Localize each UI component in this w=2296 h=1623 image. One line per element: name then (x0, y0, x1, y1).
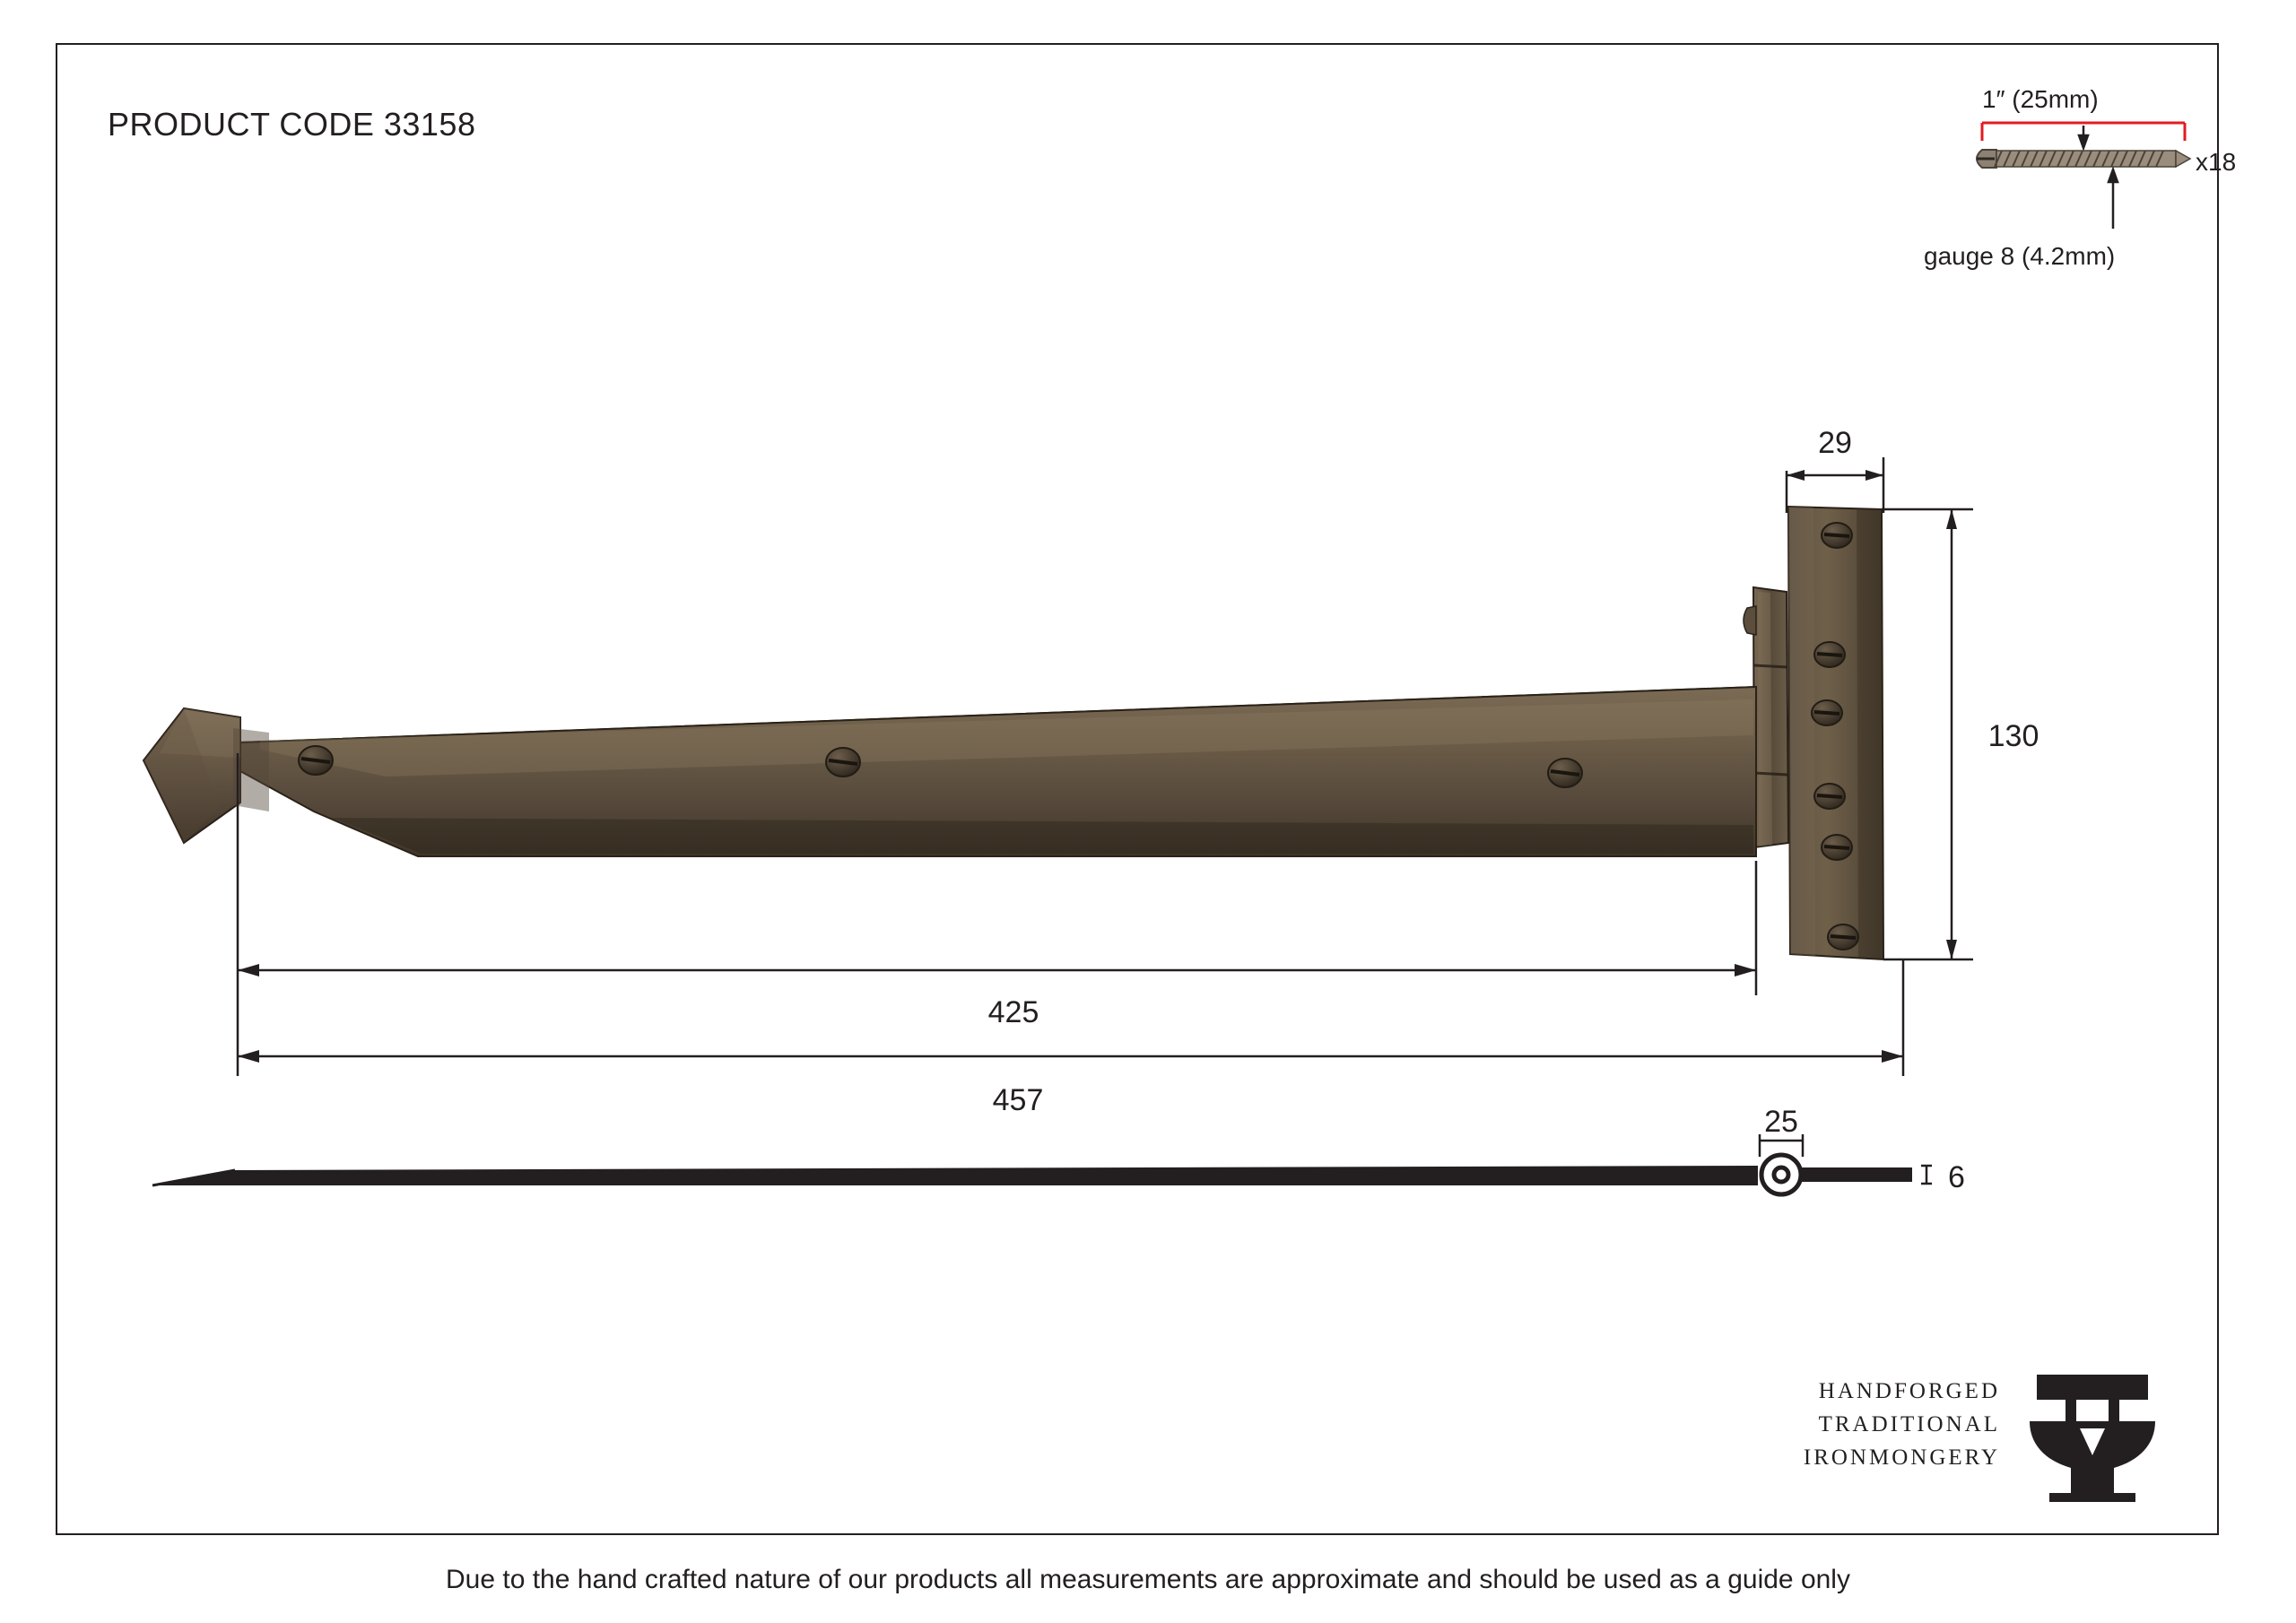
disclaimer-text: Due to the hand crafted nature of our products all measurements are approximate and should be used as a guide only (446, 1565, 1850, 1594)
dimension-overall-length (238, 959, 1903, 1076)
dimension-plate-width-label: 29 (1818, 426, 1852, 460)
dimension-thickness-label: 6 (1948, 1160, 1965, 1194)
brand-line-1: HANDFORGED (1818, 1379, 2000, 1403)
dimension-plate-width (1787, 457, 1883, 513)
dimension-plate-height (1882, 509, 1973, 959)
dimension-strap-length-label: 425 (987, 995, 1039, 1029)
dimension-knuckle-label: 25 (1764, 1105, 1798, 1139)
brand-logo (1780, 1367, 2166, 1511)
dimension-plate-height-label: 130 (1987, 719, 2039, 753)
brand-line-3: IRONMONGERY (1803, 1445, 2000, 1470)
brand-logo-text (1780, 1375, 2000, 1474)
product-code-label: PRODUCT CODE 33158 (108, 106, 476, 143)
hinge-artwork (144, 507, 1883, 959)
brand-line-2: TRADITIONAL (1818, 1412, 2000, 1436)
anvil-logo-icon (2021, 1367, 2164, 1502)
screw-gauge-label: gauge 8 (4.2mm) (1924, 242, 2116, 270)
screw-length-label: 1″ (25mm) (1982, 85, 2099, 113)
screw-count-label: x18 (2196, 148, 2237, 176)
dimension-overall-length-label: 457 (992, 1083, 1044, 1117)
